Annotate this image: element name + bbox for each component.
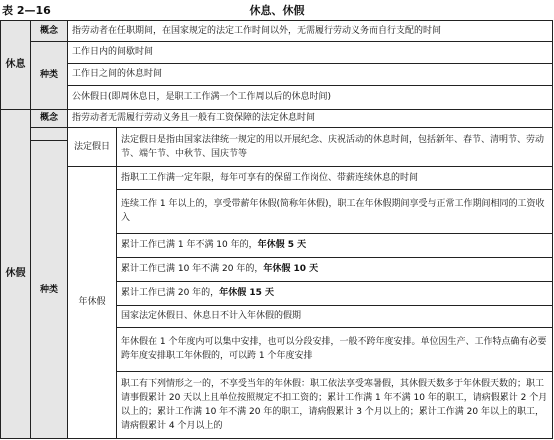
rest-type-item: 公休假日(即周休息日，是职工工作满一个工作周以后的休息时间): [68, 85, 553, 109]
vacation-concept-text: 指劳动者无需履行劳动义务且一般有工资保障的法定休息时间: [68, 110, 553, 128]
rest-type-item: 工作日之间的休息时间: [68, 63, 553, 85]
vacation-concept-label: 概念: [31, 110, 68, 128]
table-row: [1, 63, 553, 85]
table-row: [1, 127, 553, 141]
annual-tier-3: [117, 281, 553, 305]
table-number: 表 2—16: [2, 4, 51, 17]
annual-tier-2: [117, 257, 553, 281]
annual-tier-3-days: 年休假 15 天: [219, 288, 274, 299]
annual-exclusion: 国家法定休假日、休息日不计入年休假的假期: [117, 305, 553, 327]
holiday-text: 法定假日是指由国家法律统一规定的用以开展纪念、庆祝活动的休息时间，包括新年、春节、清明节、劳动节、端午节、中秋节、国庆节等: [117, 127, 553, 166]
vacation-types-label: 种类: [31, 141, 68, 439]
annual-tier-3-condition: 累计工作已满 20 年的，: [121, 288, 220, 299]
category-rest: 休息: [1, 21, 31, 110]
rest-concept-label: 概念: [31, 21, 68, 42]
table-row: [1, 41, 553, 63]
annual-eligibility: 连续工作 1 年以上的，享受带薪年休假(简称年休假)，职工在年休假期间享受与正常工作期间相同的工资收入: [117, 189, 553, 233]
annual-tier-1-days: 年休假 5 天: [257, 240, 307, 251]
annual-disqualification: 职工有下列情形之一的，不享受当年的年休假：职工依法享受寒暑假，其休假天数多于年休假天数的；职工请事假累计 20 天以上且单位按照规定不扣工资的；累计工作满 1 年不满 10 年的职工，请病假累计 2 个月以上的；累计工作满 10 年不满 20 年的职工，请病假累计 3 个月以上的；累计工作满 20 年以上的职工，请病假累计 4 个月以上的: [117, 371, 553, 438]
vacation-spacer: [31, 127, 68, 141]
rest-concept-text: 指劳动者在任职期间，在国家规定的法定工作时间以外，无需履行劳动义务而自行支配的时间: [68, 21, 553, 42]
rest-type-item: 工作日内的间歇时间: [68, 41, 553, 63]
annual-tier-1-condition: 累计工作已满 1 年不满 10 年的，: [121, 240, 258, 251]
table-title: 休息、休假: [249, 4, 305, 17]
table-row: [1, 21, 553, 42]
category-vacation: 休假: [1, 110, 31, 439]
table-row: [1, 110, 553, 128]
holiday-label: 法定假日: [68, 127, 117, 166]
annual-tier-1: [117, 233, 553, 257]
rest-types-label: 种类: [31, 41, 68, 109]
table-row: [1, 85, 553, 109]
annual-definition: 指职工工作满一定年限，每年可享有的保留工作岗位、带薪连续休息的时间: [117, 166, 553, 189]
table-row: [1, 166, 553, 189]
annual-tier-2-days: 年休假 10 天: [263, 264, 319, 275]
table-header: [0, 0, 554, 20]
annual-tier-2-condition: 累计工作已满 10 年不满 20 年的，: [121, 264, 264, 275]
rest-vacation-table: [0, 20, 553, 439]
annual-scheduling: 年休假在 1 个年度内可以集中安排，也可以分段安排，一般不跨年度安排。单位因生产、工作特点确有必要跨年度安排职工年休假的，可以跨 1 个年度安排: [117, 327, 553, 371]
annual-leave-label: 年休假: [68, 166, 117, 438]
